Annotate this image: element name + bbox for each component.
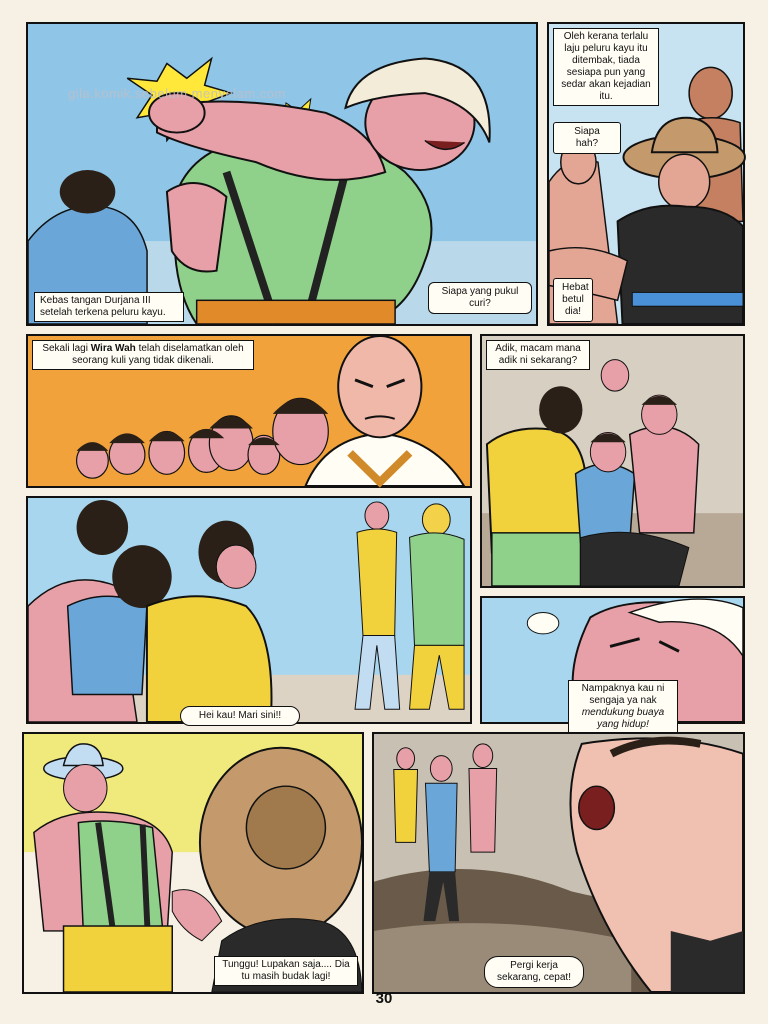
panel-8-art bbox=[374, 734, 743, 992]
panel-5-art bbox=[28, 498, 470, 722]
speech-burst bbox=[428, 282, 532, 314]
speech-text: Hebat betul dia! bbox=[562, 282, 589, 317]
speech-burst bbox=[484, 956, 584, 988]
caption-text-pre: Sekali lagi bbox=[42, 343, 91, 354]
panel-7-art bbox=[24, 734, 362, 992]
caption-box bbox=[34, 292, 184, 322]
panel-2 bbox=[547, 22, 745, 326]
panel-1-art bbox=[28, 24, 536, 324]
caption-text: Oleh kerana terlalu laju peluru kayu itu ditembak, tiada sesiapa pun yang sedar akan kejadian itu. bbox=[561, 31, 651, 102]
speech-burst bbox=[180, 706, 300, 726]
watermark-text: gila.komik.sebelum.menyelam.com bbox=[68, 86, 286, 101]
panel-8 bbox=[372, 732, 745, 994]
speech-text-emphasis: mendukung buaya yang hidup! bbox=[581, 707, 665, 730]
caption-text-post: telah diselamatkan oleh seorang kuli yang tidak dikenali. bbox=[72, 343, 244, 366]
speech-text: Hei kau! Mari sini!! bbox=[198, 710, 282, 721]
panel-4 bbox=[480, 334, 745, 588]
speech-text: Adik, macam mana adik ni sekarang? bbox=[495, 343, 581, 366]
speech-box bbox=[486, 340, 590, 370]
speech-text-pre: Nampaknya kau ni sengaja ya nak bbox=[581, 683, 665, 706]
speech-text: Tunggu! Lupakan saja.... Dia tu masih budak lagi! bbox=[222, 959, 350, 982]
speech-text: Pergi kerja sekarang, cepat! bbox=[497, 960, 571, 983]
speech-text bbox=[582, 683, 665, 730]
caption-box bbox=[32, 340, 254, 370]
page-number: 30 bbox=[375, 990, 393, 1007]
panel-7 bbox=[22, 732, 364, 994]
speech-box bbox=[214, 956, 358, 986]
caption-text: Kebas tangan Durjana III setelah terkena peluru kayu. bbox=[40, 295, 166, 318]
hero-name: Wira Wah bbox=[90, 343, 136, 354]
panel-4-art bbox=[482, 336, 743, 586]
caption-text bbox=[42, 343, 243, 366]
panel-1 bbox=[26, 22, 538, 326]
speech-bubble-1 bbox=[553, 122, 621, 154]
speech-text: Siapa hah? bbox=[574, 126, 600, 149]
panel-3 bbox=[26, 334, 472, 488]
panel-6 bbox=[480, 596, 745, 730]
panel-5 bbox=[26, 496, 472, 724]
speech-box bbox=[568, 680, 678, 734]
speech-bubble-2 bbox=[553, 278, 593, 322]
speech-text: Siapa yang pukul curi? bbox=[441, 286, 519, 309]
caption-box bbox=[553, 28, 659, 106]
